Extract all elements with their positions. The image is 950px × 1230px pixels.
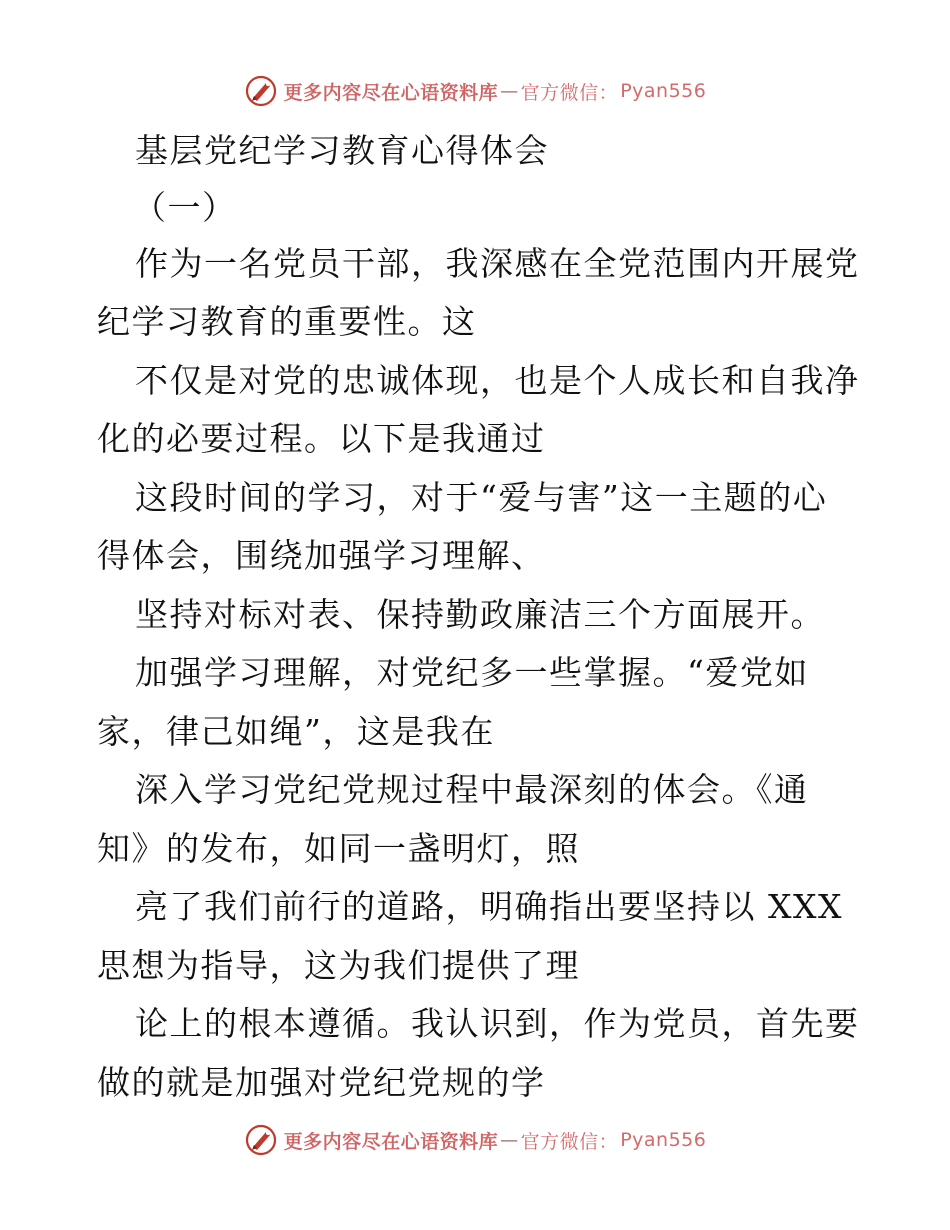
text-line: 得体会，围绕加强学习理解、 [97, 536, 546, 575]
banner-dash: — [500, 1129, 519, 1151]
document-title: 基层党纪学习教育心得体会 [135, 131, 549, 170]
text-line: 深入学习党纪党规过程中最深刻的体会。《通 [135, 770, 809, 809]
banner-wechat-id: Pyan556 [620, 1129, 707, 1151]
text-line: 加强学习理解，对党纪多一些掌握。“爱党如 [135, 653, 809, 692]
text-line: 思想为指导，这为我们提供了理 [97, 945, 580, 985]
text-line: 坚持对标对表、保持勤政廉洁三个方面展开。 [135, 594, 825, 634]
text-line: 知》的发布，如同一盏明灯，照 [97, 828, 580, 868]
banner-wechat-id: Pyan556 [620, 80, 707, 102]
text-line: 论上的根本遵循。我认识到，作为党员，首先要 [135, 1004, 860, 1043]
text-line: 亮了我们前行的道路，明确指出要坚持以 XXX [135, 887, 843, 926]
banner-site-text: 更多内容尽在心语资料库 [283, 81, 499, 104]
text-line: 做的就是加强对党纪党规的学 [97, 1062, 546, 1102]
banner-site-text: 更多内容尽在心语资料库 [283, 1130, 499, 1153]
text-line: 化的必要过程。以下是我通过 [97, 419, 546, 458]
text-line: 不仅是对党的忠诚体现，也是个人成长和自我净 [135, 360, 860, 400]
banner-dash: — [500, 80, 519, 102]
text-line: 这段时间的学习，对于“爱与害”这一主题的心 [135, 477, 828, 517]
banner-official-label: 官方微信： [520, 81, 619, 104]
text-line: 作为一名党员干部，我深感在全党范围内开展党 [135, 243, 860, 283]
text-line: 纪学习教育的重要性。这 [97, 302, 477, 341]
banner-official-label: 官方微信： [520, 1130, 619, 1153]
pen-seal-icon [244, 74, 278, 108]
header-banner [0, 69, 950, 113]
text-line: 家，律己如绳”，这是我在 [97, 711, 495, 751]
section-heading: （一） [133, 187, 237, 227]
document-body [97, 122, 860, 1112]
footer-banner [0, 1118, 950, 1162]
pen-seal-icon [244, 1123, 278, 1157]
